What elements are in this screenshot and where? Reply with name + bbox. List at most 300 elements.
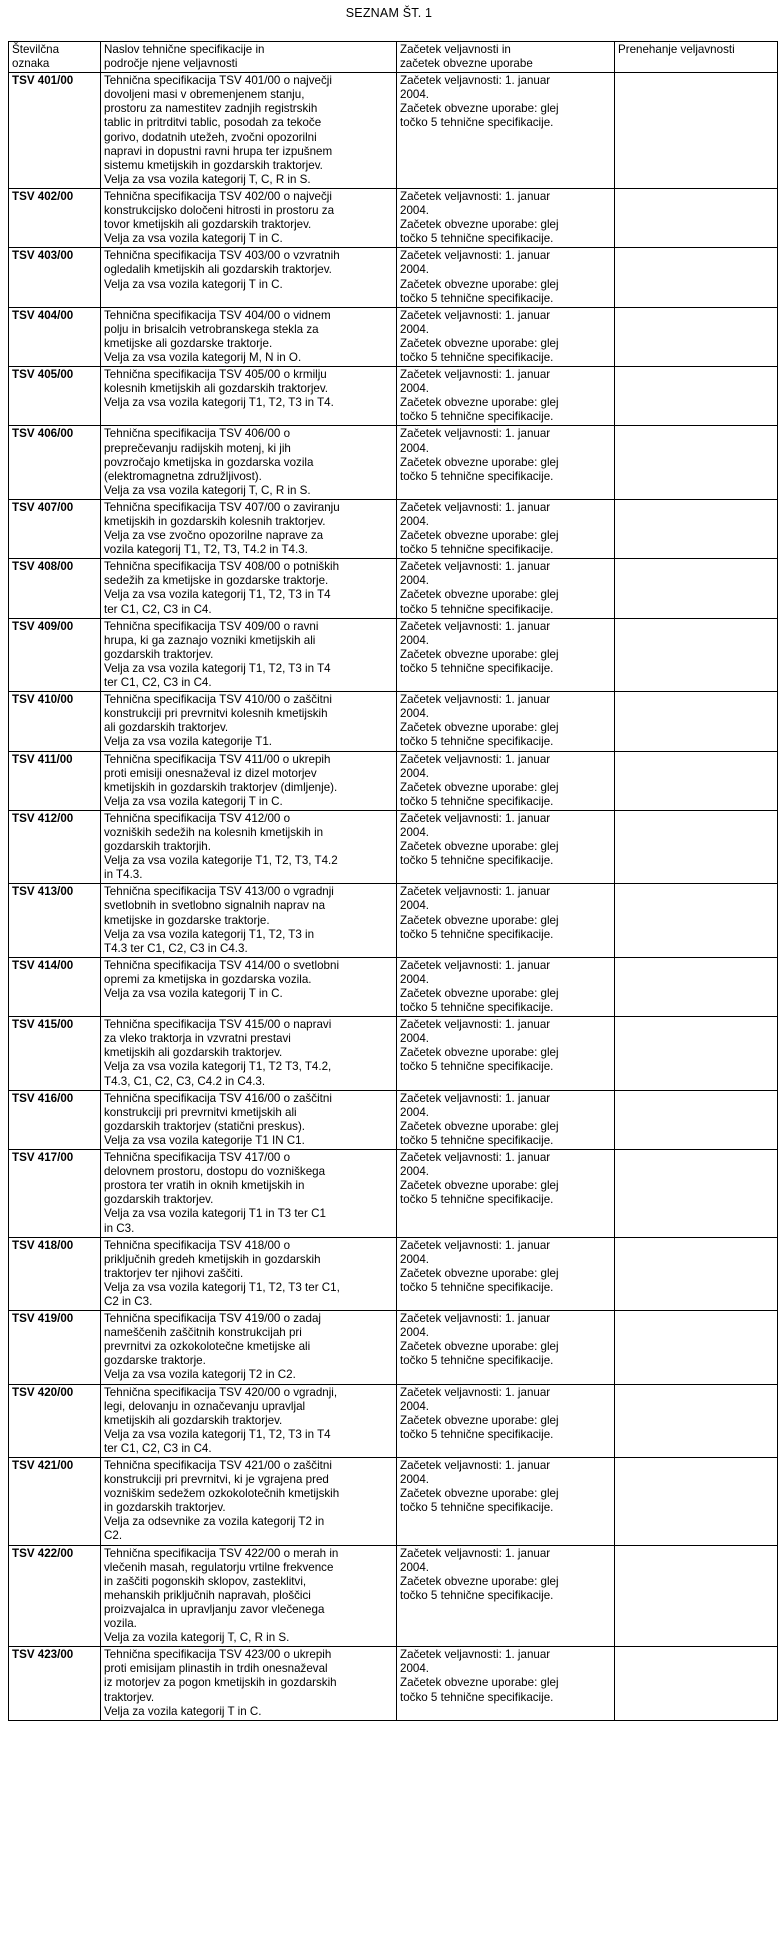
spec-validity-line: Začetek veljavnosti: 1. januar [400, 189, 551, 203]
spec-title-line: konstrukciji pri prevrnitvi kmetijskih ali [104, 1105, 297, 1119]
spec-validity-cell [397, 1090, 615, 1149]
spec-validity-line: Začetek veljavnosti: 1. januar [400, 1091, 551, 1105]
spec-validity-cell [397, 957, 615, 1016]
table-row [9, 618, 778, 691]
spec-title-line: Tehnična specifikacija TSV 419/00 o zadaj [104, 1312, 321, 1326]
spec-title-line: opremi za kmetijska in gozdarska vozila. [104, 972, 312, 986]
spec-title-cell [101, 559, 397, 618]
spec-title-line: Velja za vsa vozila kategorije T1. [104, 735, 272, 749]
spec-validity-line: Začetek obvezne uporabe: glej [400, 455, 559, 469]
spec-title-line: Velja za vsa vozila kategorij M, N in O. [104, 350, 302, 364]
spec-title-line: Tehnična specifikacija TSV 413/00 o vgradnji [104, 885, 334, 899]
table-row [9, 692, 778, 751]
spec-title-line: Velja za odsevnike za vozila kategorij T2 in [104, 1515, 325, 1529]
spec-expiry-cell [615, 1237, 778, 1310]
spec-code-cell: TSV 411/00 [9, 751, 101, 810]
spec-expiry-cell [615, 751, 778, 810]
spec-title-cell [101, 1647, 397, 1720]
spec-title-line: legi, delovanju in označevanju upravljal [104, 1399, 306, 1413]
spec-validity-line: 2004. [400, 204, 430, 218]
spec-title-line: kmetijskih ali gozdarskih traktorjev. [104, 1413, 283, 1427]
spec-title-line: in C3. [104, 1221, 135, 1235]
spec-title-line: kmetijskih ali gozdarskih traktorjev. [104, 1046, 283, 1060]
spec-validity-line: točko 5 tehnične specifikacije. [400, 1060, 554, 1074]
table-row [9, 1017, 778, 1090]
header-line: Prenehanje veljavnosti [618, 43, 735, 56]
spec-title-line: ter C1, C2, C3 in C4. [104, 1441, 212, 1455]
table-body [9, 73, 778, 1721]
spec-validity-line: Začetek obvezne uporabe: glej [400, 1179, 559, 1193]
spec-title-cell [101, 618, 397, 691]
table-row [9, 426, 778, 499]
spec-validity-line: Začetek obvezne uporabe: glej [400, 647, 559, 661]
spec-validity-line: Začetek obvezne uporabe: glej [400, 1340, 559, 1354]
spec-title-cell [101, 367, 397, 426]
spec-validity-cell [397, 618, 615, 691]
spec-expiry-cell [615, 810, 778, 883]
table-row [9, 1237, 778, 1310]
spec-validity-line: 2004. [400, 972, 430, 986]
spec-validity-line: Začetek obvezne uporabe: glej [400, 588, 559, 602]
spec-title-line: Tehnična specifikacija TSV 414/00 o svetlobni [104, 958, 340, 972]
spec-validity-line: točko 5 tehnične specifikacije. [400, 735, 554, 749]
spec-validity-line: Začetek obvezne uporabe: glej [400, 1266, 559, 1280]
spec-validity-line: točko 5 tehnične specifikacije. [400, 1133, 554, 1147]
spec-title-line: gozdarskih traktorjev. [104, 1193, 214, 1207]
table-row [9, 1458, 778, 1546]
spec-validity-line: točko 5 tehnične specifikacije. [400, 1427, 554, 1441]
spec-validity-line: 2004. [400, 1252, 430, 1266]
specification-table [8, 41, 778, 1721]
spec-title-line: napravi in dopustni ravni hrupa ter izpušnem [104, 144, 333, 158]
spec-validity-line: Začetek veljavnosti: 1. januar [400, 693, 551, 707]
spec-expiry-cell [615, 1647, 778, 1720]
spec-title-line: Velja za vsa vozila kategorij T1, T2, T3 in T4. [104, 396, 334, 410]
spec-validity-line: Začetek veljavnosti: 1. januar [400, 1648, 551, 1662]
spec-expiry-cell [615, 1311, 778, 1384]
spec-validity-line: Začetek obvezne uporabe: glej [400, 1046, 559, 1060]
spec-expiry-cell [615, 367, 778, 426]
spec-title-line: Tehnična specifikacija TSV 405/00 o krmilju [104, 368, 327, 382]
spec-title-line: in T4.3. [104, 868, 143, 882]
spec-expiry-cell [615, 618, 778, 691]
spec-title-line: ter C1, C2, C3 in C4. [104, 676, 212, 690]
spec-validity-line: Začetek obvezne uporabe: glej [400, 913, 559, 927]
spec-title-line: kmetijske ali gozdarske traktorje. [104, 336, 273, 350]
spec-title-line: Velja za vsa vozila kategorij T, C, R in S. [104, 172, 311, 186]
spec-expiry-cell [615, 499, 778, 558]
spec-validity-line: točko 5 tehnične specifikacije. [400, 1193, 554, 1207]
spec-title-line: Tehnična specifikacija TSV 416/00 o zaščitni [104, 1091, 332, 1105]
spec-validity-cell [397, 1237, 615, 1310]
spec-title-line: C2. [104, 1529, 123, 1543]
spec-validity-line: Začetek obvezne uporabe: glej [400, 336, 559, 350]
spec-expiry-cell [615, 426, 778, 499]
spec-validity-line: točko 5 tehnične specifikacije. [400, 116, 554, 130]
spec-validity-line: Začetek veljavnosti: 1. januar [400, 368, 551, 382]
spec-title-cell [101, 1150, 397, 1238]
spec-title-line: Tehnična specifikacija TSV 417/00 o [104, 1151, 291, 1165]
spec-validity-line: Začetek veljavnosti: 1. januar [400, 885, 551, 899]
spec-title-cell [101, 248, 397, 307]
table-row [9, 957, 778, 1016]
spec-validity-cell [397, 248, 615, 307]
spec-title-line: Velja za vsa vozila kategorije T1 IN C1. [104, 1133, 305, 1147]
spec-validity-line: točko 5 tehnične specifikacije. [400, 232, 554, 246]
spec-expiry-cell [615, 1090, 778, 1149]
spec-validity-line: 2004. [400, 899, 430, 913]
header-title-scope [101, 42, 397, 73]
spec-code-cell: TSV 421/00 [9, 1458, 101, 1546]
spec-validity-cell [397, 499, 615, 558]
spec-title-line: Velja za vsa vozila kategorij T in C. [104, 232, 283, 246]
header-line: Začetek veljavnosti in [400, 43, 511, 56]
spec-title-line: konstrukciji pri prevrnitvi, ki je vgrajena pred [104, 1473, 329, 1487]
spec-validity-line: 2004. [400, 1399, 430, 1413]
spec-code-cell: TSV 417/00 [9, 1150, 101, 1238]
spec-title-line: Velja za vsa vozila kategorij T in C. [104, 794, 283, 808]
spec-validity-line: 2004. [400, 263, 430, 277]
table-row [9, 1384, 778, 1457]
spec-validity-line: točko 5 tehnične specifikacije. [400, 1588, 554, 1602]
spec-title-cell [101, 1384, 397, 1457]
spec-expiry-cell [615, 248, 778, 307]
spec-expiry-cell [615, 188, 778, 247]
spec-title-line: Tehnična specifikacija TSV 422/00 o merah in [104, 1546, 339, 1560]
header-line: začetek obvezne uporabe [400, 57, 533, 71]
spec-title-line: Velja za vse zvočno opozorilne naprave za [104, 529, 324, 543]
table-row [9, 810, 778, 883]
spec-title-line: Velja za vsa vozila kategorij T in C. [104, 987, 283, 1000]
spec-title-line: Velja za vsa vozila kategorij T2 in C2. [104, 1368, 296, 1382]
spec-validity-line: 2004. [400, 1105, 430, 1119]
spec-title-line: Tehnična specifikacija TSV 401/00 o največji [104, 74, 332, 88]
spec-validity-line: točko 5 tehnične specifikacije. [400, 1354, 554, 1368]
spec-title-line: traktorjev ter njihovi zaščiti. [104, 1266, 244, 1280]
table-row [9, 1647, 778, 1720]
spec-validity-line: Začetek obvezne uporabe: glej [400, 1487, 559, 1501]
spec-validity-cell [397, 1311, 615, 1384]
table-row [9, 1150, 778, 1238]
table-row [9, 1311, 778, 1384]
spec-title-line: gorivo, dodatnih utežeh, zvočni opozorilni [104, 130, 317, 144]
spec-title-line: preprečevanju radijskih motenj, ki jih [104, 441, 291, 455]
spec-title-line: Velja za vsa vozila kategorij T1, T2, T3 ter C1, [104, 1280, 340, 1294]
spec-validity-line: Začetek obvezne uporabe: glej [400, 1574, 559, 1588]
header-line: Naslov tehnične specifikacije in [104, 43, 265, 56]
spec-title-line: kmetijskih in gozdarskih kolesnih traktorjev. [104, 515, 326, 528]
spec-validity-cell [397, 426, 615, 499]
spec-validity-line: točko 5 tehnične specifikacije. [400, 794, 554, 808]
spec-validity-line: Začetek obvezne uporabe: glej [400, 218, 559, 232]
spec-title-line: konstrukciji pri prevrnitvi kolesnih kmetijskih [104, 707, 328, 721]
spec-validity-line: Začetek veljavnosti: 1. januar [400, 560, 551, 574]
spec-validity-line: Začetek obvezne uporabe: glej [400, 529, 559, 543]
spec-title-cell [101, 1545, 397, 1647]
spec-validity-cell [397, 692, 615, 751]
spec-title-line: Tehnična specifikacija TSV 412/00 o [104, 811, 291, 825]
spec-title-line: prevrnitvi za ozkokolotečne kmetijske ali [104, 1340, 311, 1354]
spec-title-line: prostoru za namestitev zadnjih registrskih [104, 102, 318, 116]
spec-title-line: povzročajo kmetijska in gozdarska vozila [104, 455, 314, 469]
spec-title-line: gozdarskih traktorjev (statični preskus). [104, 1119, 306, 1133]
spec-title-line: vozila. [104, 1617, 137, 1631]
spec-title-line: iz motorjev za pogon kmetijskih in gozdarskih [104, 1676, 337, 1690]
spec-title-line: Velja za vsa vozila kategorij T in C. [104, 277, 283, 291]
spec-title-line: Velja za vsa vozila kategorij T1 in T3 ter C1 [104, 1207, 326, 1221]
spec-code-cell: TSV 405/00 [9, 367, 101, 426]
spec-validity-line: Začetek veljavnosti: 1. januar [400, 619, 551, 633]
spec-validity-line: 2004. [400, 88, 430, 102]
table-row [9, 559, 778, 618]
spec-code-cell: TSV 420/00 [9, 1384, 101, 1457]
spec-validity-line: točko 5 tehnične specifikacije. [400, 469, 554, 483]
spec-validity-line: 2004. [400, 515, 430, 528]
spec-validity-line: 2004. [400, 766, 430, 780]
spec-validity-line: 2004. [400, 707, 430, 721]
spec-title-line: dovoljeni masi v obremenjenem stanju, [104, 88, 305, 102]
spec-title-line: hrupa, ki ga zaznajo vozniki kmetijskih ali [104, 633, 316, 647]
spec-validity-line: točko 5 tehnične specifikacije. [400, 350, 554, 364]
spec-title-cell [101, 1017, 397, 1090]
spec-validity-line: Začetek veljavnosti: 1. januar [400, 74, 551, 88]
spec-title-line: (elektromagnetna združljivost). [104, 469, 262, 483]
spec-title-line: Tehnična specifikacija TSV 408/00 o potniških [104, 560, 340, 574]
spec-validity-line: Začetek obvezne uporabe: glej [400, 277, 559, 291]
spec-title-line: C2 in C3. [104, 1294, 153, 1308]
spec-title-cell [101, 1458, 397, 1546]
table-row [9, 307, 778, 366]
spec-validity-cell [397, 1384, 615, 1457]
spec-validity-line: Začetek veljavnosti: 1. januar [400, 1546, 551, 1560]
header-expiry [615, 42, 778, 73]
spec-title-line: gozdarskih traktorjih. [104, 840, 211, 854]
spec-title-line: kolesnih kmetijskih ali gozdarskih traktorjev. [104, 382, 329, 396]
spec-validity-cell [397, 1545, 615, 1647]
spec-title-cell [101, 73, 397, 189]
spec-title-line: Tehnična specifikacija TSV 409/00 o ravni [104, 619, 319, 633]
spec-validity-cell [397, 751, 615, 810]
spec-validity-cell [397, 1150, 615, 1238]
spec-validity-cell [397, 810, 615, 883]
spec-title-line: kmetijskih in gozdarskih traktorjev (dimljenje). [104, 780, 338, 794]
spec-title-line: polju in brisalcih vetrobranskega stekla za [104, 322, 319, 336]
spec-validity-line: točko 5 tehnične specifikacije. [400, 1001, 554, 1015]
spec-validity-line: Začetek obvezne uporabe: glej [400, 840, 559, 854]
spec-title-line: Tehnična specifikacija TSV 404/00 o vidnem [104, 308, 331, 322]
spec-validity-cell [397, 1647, 615, 1720]
spec-validity-line: Začetek veljavnosti: 1. januar [400, 811, 551, 825]
spec-title-line: Tehnična specifikacija TSV 410/00 o zaščitni [104, 693, 332, 707]
spec-code-cell: TSV 407/00 [9, 499, 101, 558]
spec-title-line: Tehnična specifikacija TSV 406/00 o [104, 427, 291, 441]
spec-title-line: Tehnična specifikacija TSV 402/00 o največji [104, 189, 332, 203]
spec-title-line: tablic in pritrditvi tablic, posodah za tekoče [104, 116, 322, 130]
spec-title-cell [101, 1311, 397, 1384]
spec-title-line: Velja za vsa vozila kategorij T1, T2, T3 in [104, 927, 315, 941]
spec-title-line: in zaščiti pogonskih sklopov, zasteklitvi, [104, 1574, 307, 1588]
spec-title-line: tovor kmetijskih ali gozdarskih traktorjev. [104, 218, 312, 232]
spec-code-cell: TSV 410/00 [9, 692, 101, 751]
table-row [9, 248, 778, 307]
spec-title-line: svetlobnih in svetlobno signalnih naprav na [104, 899, 326, 913]
spec-validity-line: točko 5 tehnične specifikacije. [400, 1501, 554, 1515]
spec-validity-line: Začetek veljavnosti: 1. januar [400, 1238, 551, 1252]
spec-code-cell: TSV 403/00 [9, 248, 101, 307]
spec-validity-line: Začetek veljavnosti: 1. januar [400, 249, 551, 263]
spec-title-cell [101, 307, 397, 366]
spec-code-cell: TSV 406/00 [9, 426, 101, 499]
spec-expiry-cell [615, 307, 778, 366]
spec-title-line: vozniških sedežih na kolesnih kmetijskih in [104, 825, 324, 839]
spec-title-line: ali gozdarskih traktorjev. [104, 721, 229, 735]
spec-validity-line: Začetek obvezne uporabe: glej [400, 396, 559, 410]
spec-validity-line: točko 5 tehnične specifikacije. [400, 602, 554, 616]
spec-expiry-cell [615, 1150, 778, 1238]
spec-validity-line: Začetek obvezne uporabe: glej [400, 780, 559, 794]
spec-validity-line: Začetek obvezne uporabe: glej [400, 1413, 559, 1427]
spec-title-cell [101, 1090, 397, 1149]
table-row [9, 884, 778, 957]
spec-title-cell [101, 884, 397, 957]
spec-title-line: za vleko traktorja in vzvratni prestavi [104, 1032, 291, 1046]
spec-expiry-cell [615, 73, 778, 189]
spec-title-line: in gozdarskih traktorjev. [104, 1501, 226, 1515]
spec-validity-cell [397, 188, 615, 247]
spec-validity-cell [397, 367, 615, 426]
spec-validity-line: Začetek veljavnosti: 1. januar [400, 1018, 551, 1032]
spec-code-cell: TSV 408/00 [9, 559, 101, 618]
spec-validity-line: 2004. [400, 633, 430, 647]
spec-validity-line: 2004. [400, 574, 430, 588]
spec-title-cell [101, 499, 397, 558]
spec-validity-cell [397, 559, 615, 618]
spec-title-line: nameščenih zaščitnih konstrukcijah pri [104, 1326, 302, 1340]
spec-code-cell: TSV 414/00 [9, 957, 101, 1016]
spec-title-line: delovnem prostoru, dostopu do vozniškega [104, 1165, 326, 1179]
table-row [9, 499, 778, 558]
spec-validity-line: 2004. [400, 1326, 430, 1340]
document-title: SEZNAM ŠT. 1 [345, 6, 433, 20]
spec-validity-cell [397, 73, 615, 189]
spec-title-line: Velja za vsa vozila kategorij T, C, R in S. [104, 483, 311, 497]
header-line: področje njene veljavnosti [104, 57, 238, 71]
spec-validity-line: Začetek veljavnosti: 1. januar [400, 308, 551, 322]
spec-validity-line: Začetek obvezne uporabe: glej [400, 102, 559, 116]
spec-validity-line: 2004. [400, 825, 430, 839]
spec-validity-line: Začetek veljavnosti: 1. januar [400, 1312, 551, 1326]
spec-title-line: gozdarskih traktorjev. [104, 647, 214, 661]
spec-code-cell: TSV 412/00 [9, 810, 101, 883]
spec-title-line: Tehnična specifikacija TSV 423/00 o ukrepih [104, 1648, 332, 1662]
spec-title-line: priključnih gredeh kmetijskih in gozdarskih [104, 1252, 321, 1266]
table-row [9, 73, 778, 189]
table-header-row [9, 42, 778, 73]
spec-title-cell [101, 810, 397, 883]
spec-code-cell: TSV 419/00 [9, 1311, 101, 1384]
spec-validity-line: 2004. [400, 441, 430, 455]
spec-title-line: Tehnična specifikacija TSV 421/00 o zaščitni [104, 1459, 332, 1472]
spec-title-line: Tehnična specifikacija TSV 415/00 o napravi [104, 1018, 332, 1032]
spec-title-line: kmetijske in gozdarske traktorje. [104, 913, 270, 927]
spec-validity-cell [397, 1017, 615, 1090]
spec-validity-line: Začetek obvezne uporabe: glej [400, 1676, 559, 1690]
spec-validity-line: 2004. [400, 1560, 430, 1574]
spec-title-line: Velja za vsa vozila kategorij T1, T2, T3 in T4 [104, 661, 331, 675]
spec-validity-cell [397, 884, 615, 957]
spec-title-line: ogledalih kmetijskih ali gozdarskih traktorjev. [104, 263, 332, 277]
spec-title-line: vlečenih masah, regulatorju vrtilne frekvence [104, 1560, 334, 1574]
header-line: oznaka [12, 57, 50, 71]
spec-title-line: T4.3 ter C1, C2, C3 in C4.3. [104, 941, 248, 955]
table-row [9, 1090, 778, 1149]
spec-expiry-cell [615, 1384, 778, 1457]
spec-validity-line: Začetek veljavnosti: 1. januar [400, 958, 551, 972]
spec-title-cell [101, 188, 397, 247]
header-validity [397, 42, 615, 73]
spec-expiry-cell [615, 957, 778, 1016]
spec-title-line: Velja za vozila kategorij T, C, R in S. [104, 1631, 290, 1645]
spec-validity-line: točko 5 tehnične specifikacije. [400, 927, 554, 941]
spec-title-cell [101, 426, 397, 499]
spec-code-cell: TSV 415/00 [9, 1017, 101, 1090]
spec-title-line: Velja za vsa vozila kategorije T1, T2, T3, T4.2 [104, 854, 338, 868]
spec-validity-line: 2004. [400, 1662, 430, 1676]
spec-code-cell: TSV 416/00 [9, 1090, 101, 1149]
table-row [9, 751, 778, 810]
spec-validity-line: Začetek veljavnosti: 1. januar [400, 427, 551, 441]
spec-title-line: konstrukcijsko določeni hitrosti in prostoru za [104, 204, 335, 218]
spec-title-line: proti emisiji onesnaževal iz dizel motorjev [104, 766, 317, 780]
spec-expiry-cell [615, 692, 778, 751]
spec-validity-cell [397, 307, 615, 366]
spec-code-cell: TSV 402/00 [9, 188, 101, 247]
spec-title-line: proizvajalca in upravljanju zavor vlečenega [104, 1602, 325, 1616]
spec-title-line: Velja za vsa vozila kategorij T1, T2, T3 in T4 [104, 1427, 331, 1441]
spec-title-line: prostora ter vratih in oknih kmetijskih in [104, 1179, 305, 1193]
spec-validity-line: Začetek obvezne uporabe: glej [400, 987, 559, 1000]
table-row [9, 188, 778, 247]
header-code [9, 42, 101, 73]
spec-code-cell: TSV 401/00 [9, 73, 101, 189]
spec-validity-line: 2004. [400, 322, 430, 336]
spec-validity-line: točko 5 tehnične specifikacije. [400, 854, 554, 868]
spec-title-line: Velja za vozila kategorij T in C. [104, 1704, 262, 1718]
spec-title-cell [101, 957, 397, 1016]
spec-validity-line: Začetek obvezne uporabe: glej [400, 721, 559, 735]
spec-title-line: Tehnična specifikacija TSV 403/00 o vzvratnih [104, 249, 340, 263]
spec-title-line: vozniškim sedežem ozkokolotečnih kmetijskih [104, 1487, 340, 1501]
spec-title-cell [101, 751, 397, 810]
spec-validity-line: Začetek veljavnosti: 1. januar [400, 500, 551, 514]
spec-validity-line: 2004. [400, 1165, 430, 1179]
spec-title-cell [101, 1237, 397, 1310]
spec-validity-line: Začetek veljavnosti: 1. januar [400, 1459, 551, 1472]
spec-validity-line: točko 5 tehnične specifikacije. [400, 1280, 554, 1294]
spec-validity-line: točko 5 tehnične specifikacije. [400, 1690, 554, 1704]
spec-title-line: T4.3, C1, C2, C3, C4.2 in C4.3. [104, 1074, 266, 1088]
spec-code-cell: TSV 423/00 [9, 1647, 101, 1720]
spec-expiry-cell [615, 884, 778, 957]
spec-title-line: Velja za vsa vozila kategorij T1, T2, T3 in T4 [104, 588, 331, 602]
spec-validity-line: točko 5 tehnične specifikacije. [400, 410, 554, 424]
spec-validity-line: 2004. [400, 1473, 430, 1487]
spec-title-line: proti emisijam plinastih in trdih onesnaževal [104, 1662, 328, 1676]
spec-title-line: Tehnična specifikacija TSV 411/00 o ukrepih [104, 752, 331, 766]
spec-expiry-cell [615, 1458, 778, 1546]
spec-validity-line: Začetek obvezne uporabe: glej [400, 1119, 559, 1133]
spec-title-line: gozdarske traktorje. [104, 1354, 206, 1368]
